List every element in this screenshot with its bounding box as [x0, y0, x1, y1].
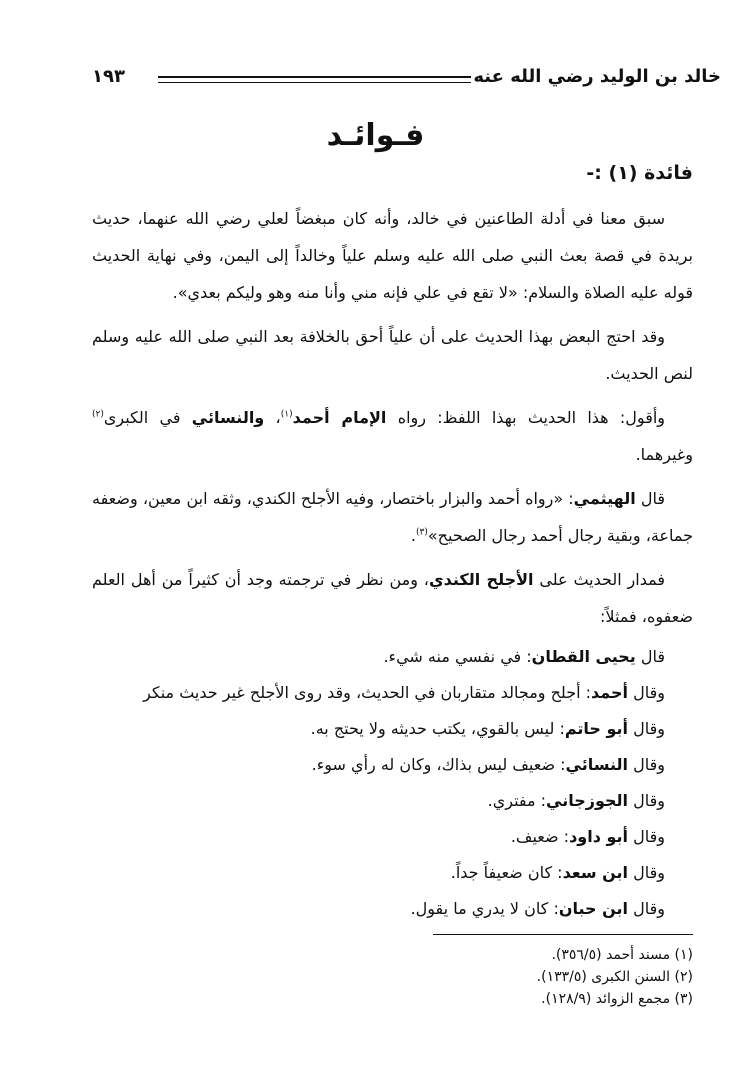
saying-item [92, 711, 693, 747]
saying-prefix: وقال [628, 719, 665, 738]
paragraph-4 [92, 480, 693, 554]
scholar-name: النسائي [565, 755, 629, 774]
saying-item [92, 675, 693, 711]
saying-item [92, 891, 693, 927]
saying-text: : كان لا يدري ما يقول. [410, 899, 559, 918]
saying-text: : في نفسي منه شيء. [383, 647, 532, 666]
p3-text-c: ، [264, 408, 281, 427]
saying-item [92, 747, 693, 783]
saying-text: : كان ضعيفاً جداً. [450, 863, 563, 882]
saying-prefix: وقال [628, 755, 665, 774]
saying-text: : ضعيف ليس بذاك، وكان له رأي سوء. [311, 755, 566, 774]
saying-item [92, 819, 693, 855]
paragraph-1: سبق معنا في أدلة الطاعنين في خالد، وأنه كان مبغضاً لعلي رضي الله عنهما، حديث بريدة في قصة بعث النبي صلى الله عليه وسلم علياً وخالداً إلى اليمن، وفي نهاية الحديث قوله عليه الصلاة والسلام: «لا تقع في علي فإنه مني وأنا منه وهو وليكم بعدي». [92, 209, 693, 302]
paragraph-3 [92, 399, 693, 473]
p4-text-d: . [410, 526, 417, 545]
benefit-label: فائدة (١) :- [586, 162, 693, 184]
scholar-name: ابن سعد [562, 863, 629, 882]
sayings-list [92, 639, 693, 927]
footnote-ref-2: (٢) [92, 409, 104, 420]
saying-prefix: وقال [628, 827, 665, 846]
body-text [92, 200, 693, 927]
saying-item [92, 639, 693, 675]
p3-text-e: في الكبرى [103, 408, 192, 427]
footnote-rule [433, 934, 693, 935]
p4-text-a: قال [635, 489, 665, 508]
scholar-name: أبو حاتم [564, 719, 629, 738]
p3-nasai: والنسائي [191, 408, 265, 427]
scholar-name: الجوزجاني [546, 791, 629, 810]
footnote-3: (٣) مجمع الزوائد (١٢٨/٩). [541, 991, 693, 1007]
p3-imam-ahmad: الإمام أحمد [292, 408, 387, 427]
header-rule [158, 76, 471, 83]
saying-prefix: وقال [628, 863, 665, 882]
saying-prefix: وقال [628, 899, 665, 918]
running-title: خالد بن الوليد رضي الله عنه [473, 66, 721, 87]
footnotes [537, 944, 693, 1010]
section-title: فـوائـد [326, 118, 425, 153]
p4-haythami: الهيثمي [573, 489, 636, 508]
footnote-ref-1: (١) [280, 409, 293, 420]
scholar-name: يحيى القطان [531, 647, 636, 666]
scholar-name: أبو داود [569, 827, 629, 846]
footnote-2: (٢) السنن الكبرى (١٣٣/٥). [536, 969, 693, 985]
p5-text-a: فمدار الحديث على [533, 570, 665, 589]
saying-text: : أجلح ومجالد متقاربان في الحديث، وقد روى الأجلح غير حديث منكر [143, 683, 592, 702]
footnote-ref-3: (٣) [416, 527, 428, 538]
saying-text: : ضعيف. [510, 827, 570, 846]
saying-prefix: قال [635, 647, 665, 666]
p5-ajlah: الأجلح الكندي [428, 570, 534, 589]
saying-prefix: وقال [628, 683, 665, 702]
scholar-name: أحمد [591, 683, 629, 702]
p3-text-a: وأقول: هذا الحديث بهذا اللفظ: رواه [386, 408, 666, 427]
p5-text-c: ، ومن نظر في ترجمته وجد أن كثيراً من أهل العلم ضعفوه، فمثلاً: [92, 570, 693, 626]
p4-text-c: : «رواه أحمد والبزار باختصار، وفيه الأجلح الكندي، وثقه ابن معين، وضعفه جماعة، وبقية رجال أحمد رجال الصحيح» [92, 489, 693, 545]
saying-text: : ليس بالقوي، يكتب حديثه ولا يحتج به. [310, 719, 565, 738]
footnote-1: (١) مسند أحمد (٣٥٦/٥). [551, 947, 693, 963]
scholar-name: ابن حبان [558, 899, 629, 918]
p3-text-f: وغيرهما. [635, 445, 693, 464]
saying-text: : مفتري. [487, 791, 547, 810]
paragraph-5 [92, 561, 693, 635]
saying-prefix: وقال [628, 791, 665, 810]
saying-item [92, 855, 693, 891]
page-number: ١٩٣ [92, 66, 125, 87]
saying-item [92, 783, 693, 819]
paragraph-2: وقد احتج البعض بهذا الحديث على أن علياً أحق بالخلافة بعد النبي صلى الله عليه وسلم لنص الحديث. [92, 327, 693, 383]
